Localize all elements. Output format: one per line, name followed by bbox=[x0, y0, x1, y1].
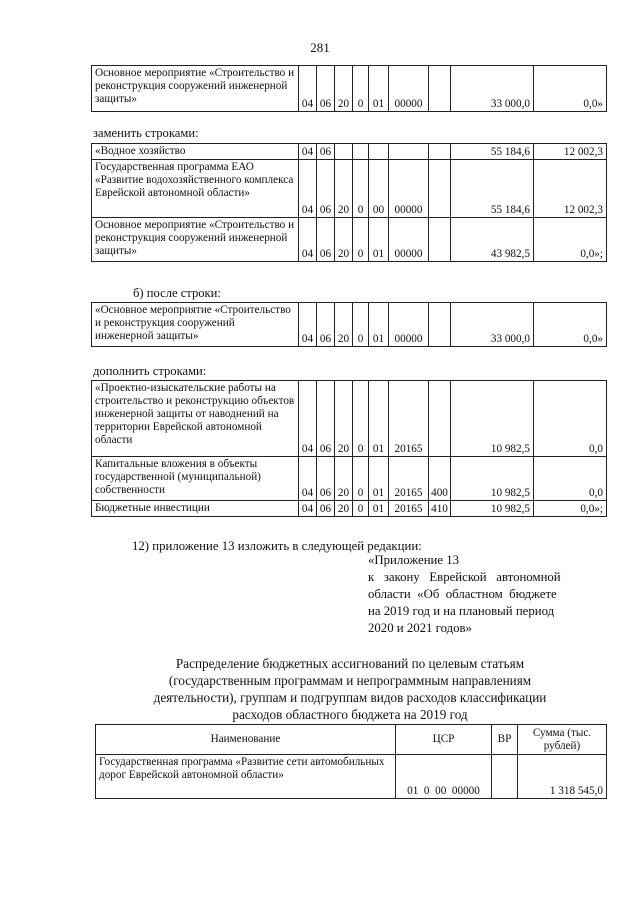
cell-c1: 20 bbox=[335, 457, 353, 501]
cell-sum1: 10 982,5 bbox=[451, 457, 534, 501]
cell-c4: 00000 bbox=[389, 66, 429, 112]
table-row bbox=[96, 755, 607, 799]
cell-pr: 06 bbox=[317, 457, 335, 501]
table-block-2 bbox=[91, 143, 607, 262]
cell-pr: 06 bbox=[317, 144, 335, 160]
cell-sum1: 33 000,0 bbox=[451, 66, 534, 112]
cell-vr bbox=[429, 381, 451, 457]
cell-c4 bbox=[389, 144, 429, 160]
cell-c3: 01 bbox=[369, 66, 389, 112]
cell-sum2: 0,0» bbox=[534, 66, 607, 112]
title-line: деятельности), группам и подгруппам видов расходов классификации bbox=[153, 690, 547, 705]
main-table bbox=[95, 724, 607, 799]
cell-c3: 01 bbox=[369, 303, 389, 347]
cell-c1: 20 bbox=[335, 66, 353, 112]
cell-c2: 0 bbox=[353, 501, 369, 517]
row-name: Государственная программа «Развитие сети автомобильных дорог Еврейской автономной области» bbox=[96, 755, 396, 799]
cell-c2: 0 bbox=[353, 303, 369, 347]
row-name: «Основное мероприятие «Строительство и реконструкция сооружений инженерной защиты» bbox=[92, 303, 299, 347]
cell-c3 bbox=[369, 144, 389, 160]
cell-c4: 20165 bbox=[389, 501, 429, 517]
table-block-4 bbox=[91, 380, 607, 517]
table-row bbox=[92, 144, 607, 160]
cell-rz: 04 bbox=[299, 501, 317, 517]
cell-vr bbox=[429, 66, 451, 112]
table-row bbox=[92, 381, 607, 457]
cell-rz: 04 bbox=[299, 381, 317, 457]
cell-c4: 00000 bbox=[389, 303, 429, 347]
cell-pr: 06 bbox=[317, 66, 335, 112]
cell-sum2: 0,0»; bbox=[534, 218, 607, 262]
sum-header-line: рублей) bbox=[543, 739, 581, 752]
cell-c3: 01 bbox=[369, 218, 389, 262]
sum-header-line: Сумма (тыс. bbox=[532, 726, 592, 739]
column-header-sum bbox=[518, 725, 607, 755]
cell-sum1: 10 982,5 bbox=[451, 381, 534, 457]
item-12-text: 12) приложение 13 изложить в следующей редакции: bbox=[132, 539, 422, 553]
row-name: Основное мероприятие «Строительство и реконструкция сооружений инженерной защиты» bbox=[92, 66, 299, 112]
cell-rz: 04 bbox=[299, 457, 317, 501]
cell-c4: 00000 bbox=[389, 160, 429, 218]
cell-c1: 20 bbox=[335, 303, 353, 347]
appendix-line: на 2019 год и на плановый период bbox=[368, 604, 555, 618]
cell-c1: 20 bbox=[335, 218, 353, 262]
cell-sum1: 10 982,5 bbox=[451, 501, 534, 517]
row-name: «Водное хозяйство bbox=[92, 144, 299, 160]
cell-rz: 04 bbox=[299, 160, 317, 218]
cell-vr: 410 bbox=[429, 501, 451, 517]
cell-sum2: 0,0»; bbox=[534, 501, 607, 517]
cell-c4: 00000 bbox=[389, 218, 429, 262]
cell-c4: 20165 bbox=[389, 457, 429, 501]
cell-c2: 0 bbox=[353, 457, 369, 501]
row-name: Бюджетные инвестиции bbox=[92, 501, 299, 517]
cell-sum2: 0,0» bbox=[534, 303, 607, 347]
column-header-vr: ВР bbox=[492, 725, 518, 755]
table-row bbox=[92, 457, 607, 501]
cell-c3: 01 bbox=[369, 457, 389, 501]
column-header-csr: ЦСР bbox=[396, 725, 492, 755]
cell-pr: 06 bbox=[317, 218, 335, 262]
cell-sum2: 0,0 bbox=[534, 381, 607, 457]
cell-c2 bbox=[353, 144, 369, 160]
cell-c2: 0 bbox=[353, 66, 369, 112]
cell-c3: 00 bbox=[369, 160, 389, 218]
document-title bbox=[95, 655, 605, 723]
page-number: 281 bbox=[310, 40, 330, 55]
row-name: Капитальные вложения в объекты государственной (муниципальной) собственности bbox=[92, 457, 299, 501]
appendix-heading bbox=[368, 552, 604, 637]
title-line: Распределение бюджетных ассигнований по целевым статьям bbox=[175, 656, 525, 671]
cell-vr: 400 bbox=[429, 457, 451, 501]
cell-vr bbox=[429, 303, 451, 347]
table-row bbox=[92, 218, 607, 262]
cell-vr bbox=[429, 144, 451, 160]
cell-sum1: 55 184,6 bbox=[451, 160, 534, 218]
cell-pr: 06 bbox=[317, 501, 335, 517]
cell-sum: 1 318 545,0 bbox=[518, 755, 607, 799]
appendix-line: области «Об областном бюджете bbox=[368, 587, 557, 601]
table-row bbox=[92, 66, 607, 112]
label-replace: заменить строками: bbox=[93, 126, 199, 140]
cell-c1 bbox=[335, 144, 353, 160]
appendix-line: к закону Еврейской автономной bbox=[368, 570, 561, 584]
row-name: «Проектно-изыскательские работы на строительство и реконструкцию объектов инженерной защиты от наводнений на территории Еврейской автономной области bbox=[92, 381, 299, 457]
cell-csr: 01 0 00 00000 bbox=[396, 755, 492, 799]
cell-vr bbox=[429, 160, 451, 218]
cell-c3: 01 bbox=[369, 501, 389, 517]
cell-rz: 04 bbox=[299, 218, 317, 262]
cell-vr bbox=[429, 218, 451, 262]
cell-rz: 04 bbox=[299, 144, 317, 160]
cell-c3: 01 bbox=[369, 381, 389, 457]
row-name: Основное мероприятие «Строительство и реконструкция сооружений инженерной защиты» bbox=[92, 218, 299, 262]
cell-rz: 04 bbox=[299, 303, 317, 347]
table-block-3 bbox=[91, 302, 607, 347]
cell-sum2: 0,0 bbox=[534, 457, 607, 501]
row-name: Государственная программа ЕАО «Развитие водохозяйственного комплекса Еврейской автономной области» bbox=[92, 160, 299, 218]
cell-sum2: 12 002,3 bbox=[534, 144, 607, 160]
cell-sum1: 33 000,0 bbox=[451, 303, 534, 347]
cell-sum1: 55 184,6 bbox=[451, 144, 534, 160]
cell-c2: 0 bbox=[353, 218, 369, 262]
appendix-line: «Приложение 13 bbox=[368, 553, 460, 567]
title-line: расходов областного бюджета на 2019 год bbox=[232, 707, 468, 722]
cell-pr: 06 bbox=[317, 160, 335, 218]
cell-pr: 06 bbox=[317, 381, 335, 457]
label-after: б) после строки: bbox=[133, 286, 221, 300]
table-header-row bbox=[96, 725, 607, 755]
cell-c1: 20 bbox=[335, 160, 353, 218]
label-add: дополнить строками: bbox=[93, 364, 207, 378]
cell-pr: 06 bbox=[317, 303, 335, 347]
cell-rz: 04 bbox=[299, 66, 317, 112]
table-row bbox=[92, 501, 607, 517]
title-line: (государственным программам и непрограммным направлениям bbox=[168, 673, 532, 688]
table-row bbox=[92, 303, 607, 347]
cell-c1: 20 bbox=[335, 501, 353, 517]
cell-c4: 20165 bbox=[389, 381, 429, 457]
cell-sum2: 12 002,3 bbox=[534, 160, 607, 218]
column-header-name: Наименование bbox=[96, 725, 396, 755]
cell-sum1: 43 982,5 bbox=[451, 218, 534, 262]
table-row bbox=[92, 160, 607, 218]
cell-vr bbox=[492, 755, 518, 799]
table-block-1 bbox=[91, 65, 607, 112]
cell-c2: 0 bbox=[353, 160, 369, 218]
cell-c2: 0 bbox=[353, 381, 369, 457]
cell-c1: 20 bbox=[335, 381, 353, 457]
appendix-line: 2020 и 2021 годов» bbox=[368, 621, 472, 635]
